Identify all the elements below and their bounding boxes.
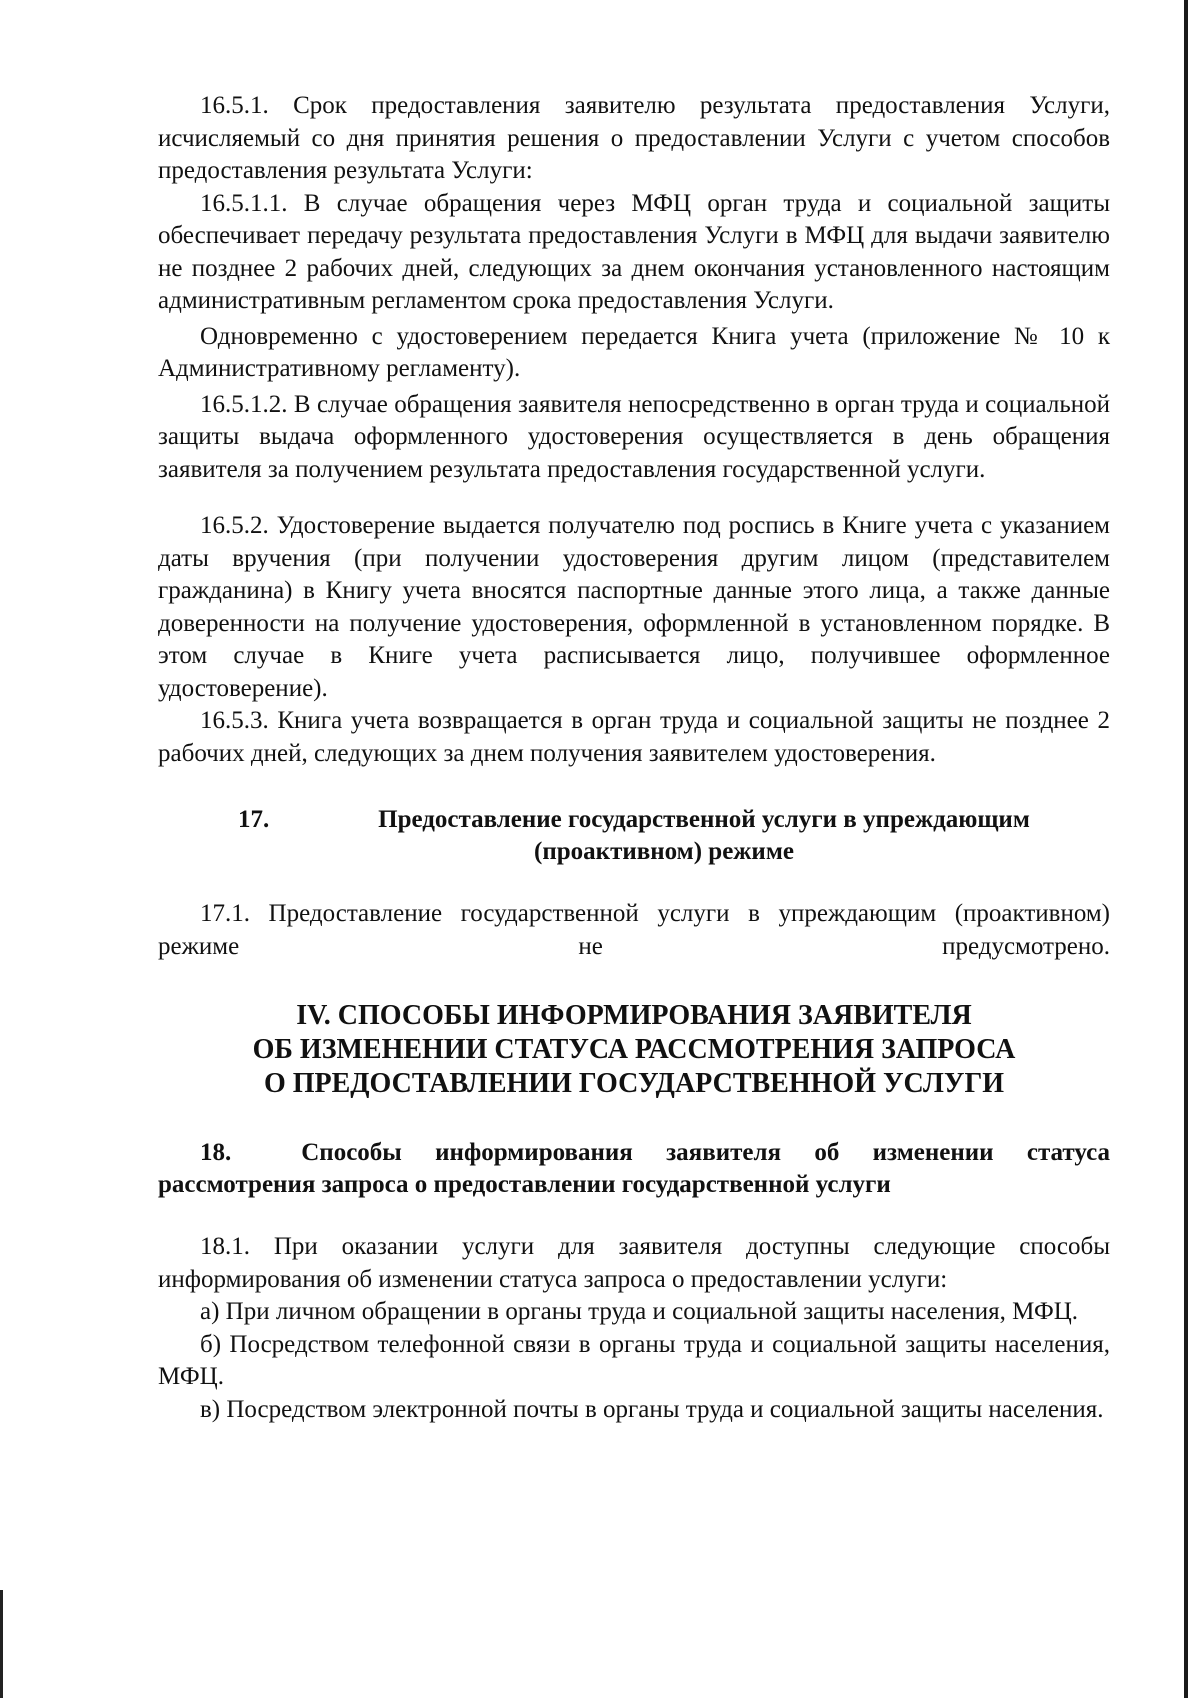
section-iv-title-line1: IV. СПОСОБЫ ИНФОРМИРОВАНИЯ ЗАЯВИТЕЛЯ <box>296 1000 972 1031</box>
heading-18-line1 <box>158 1137 1110 1169</box>
paragraph-16-5-1: 16.5.1. Срок предоставления заявителю результата предоставления Услуги, исчисляемый со дня принятия решения о предоставлении Услуги с учетом способов предоставления результата Услуги: <box>158 92 1110 184</box>
paragraph-16-5-1-1: 16.5.1.1. В случае обращения через МФЦ орган труда и социальной защиты обеспечивает передачу результата предоставления Услуги в МФЦ для выдачи заявителю не позднее 2 рабочих дней, следующих за днем окончания установленного настоящим административным регламентом срока предоставления Услуги. <box>158 189 1110 314</box>
heading-18-title-line2: рассмотрения запроса о предоставлении государственной услуги <box>158 1171 891 1198</box>
heading-17-title-line1: Предоставление государственной услуги в упреждающим <box>378 806 1030 833</box>
paragraph-book-transfer: Одновременно с удостоверением передается Книга учета (приложение № 10 к Административному регламенту). <box>158 322 1110 382</box>
heading-17 <box>158 804 1110 868</box>
list-item-b: б) Посредством телефонной связи в органы труда и социальной защиты населения, МФЦ. <box>158 1330 1110 1390</box>
paragraph-16-5-1-2: 16.5.1.2. В случае обращения заявителя непосредственно в орган труда и социальной защиты выдача оформленного удостоверения осуществляется в день обращения заявителя за получением результата предоставления государственной услуги. <box>158 390 1110 483</box>
heading-18-number: 18. <box>200 1139 232 1166</box>
heading-17-number: 17. <box>238 806 270 833</box>
paragraph-18-1: 18.1. При оказании услуги для заявителя доступны следующие способы информирования об изменении статуса запроса о предоставлении услуги: <box>158 1233 1110 1293</box>
scan-edge-left <box>0 1590 3 1698</box>
document-page <box>158 90 1110 1426</box>
paragraph-17-1: 17.1. Предоставление государственной услуги в упреждающим (проактивном) режиме не предусмотрено. <box>158 900 1110 960</box>
section-iv-title <box>158 999 1110 1101</box>
list-item-a: а) При личном обращении в органы труда и социальной защиты населения, МФЦ. <box>200 1298 1079 1325</box>
list-item-c: в) Посредством электронной почты в органы труда и социальной защиты населения. <box>200 1395 1104 1423</box>
heading-17-title-line2: (проактивном) режиме <box>534 838 794 865</box>
heading-18-title-line1: Способы информирования заявителя об изменении статуса <box>301 1139 1110 1166</box>
section-iv-title-line3: О ПРЕДОСТАВЛЕНИИ ГОСУДАРСТВЕННОЙ УСЛУГИ <box>263 1068 1005 1099</box>
section-iv-title-line2: ОБ ИЗМЕНЕНИИ СТАТУСА РАССМОТРЕНИЯ ЗАПРОСА <box>252 1034 1016 1065</box>
paragraph-16-5-3: 16.5.3. Книга учета возвращается в орган труда и социальной защиты не позднее 2 рабочих дней, следующих за днем получения заявителем удостоверения. <box>158 707 1110 767</box>
heading-18 <box>158 1137 1110 1201</box>
scan-edge-right <box>1184 0 1188 1698</box>
paragraph-16-5-2: 16.5.2. Удостоверение выдается получателю под роспись в Книге учета с указанием даты вручения (при получении удостоверения другим лицом (представителем гражданина) в Книгу учета вносятся паспортные данные этого лица, а также данные доверенности на получение удостоверения, оформленной в установленном порядке. В этом случае в Книге учета расписывается лицо, получившее оформленное удостоверение). <box>158 512 1110 702</box>
